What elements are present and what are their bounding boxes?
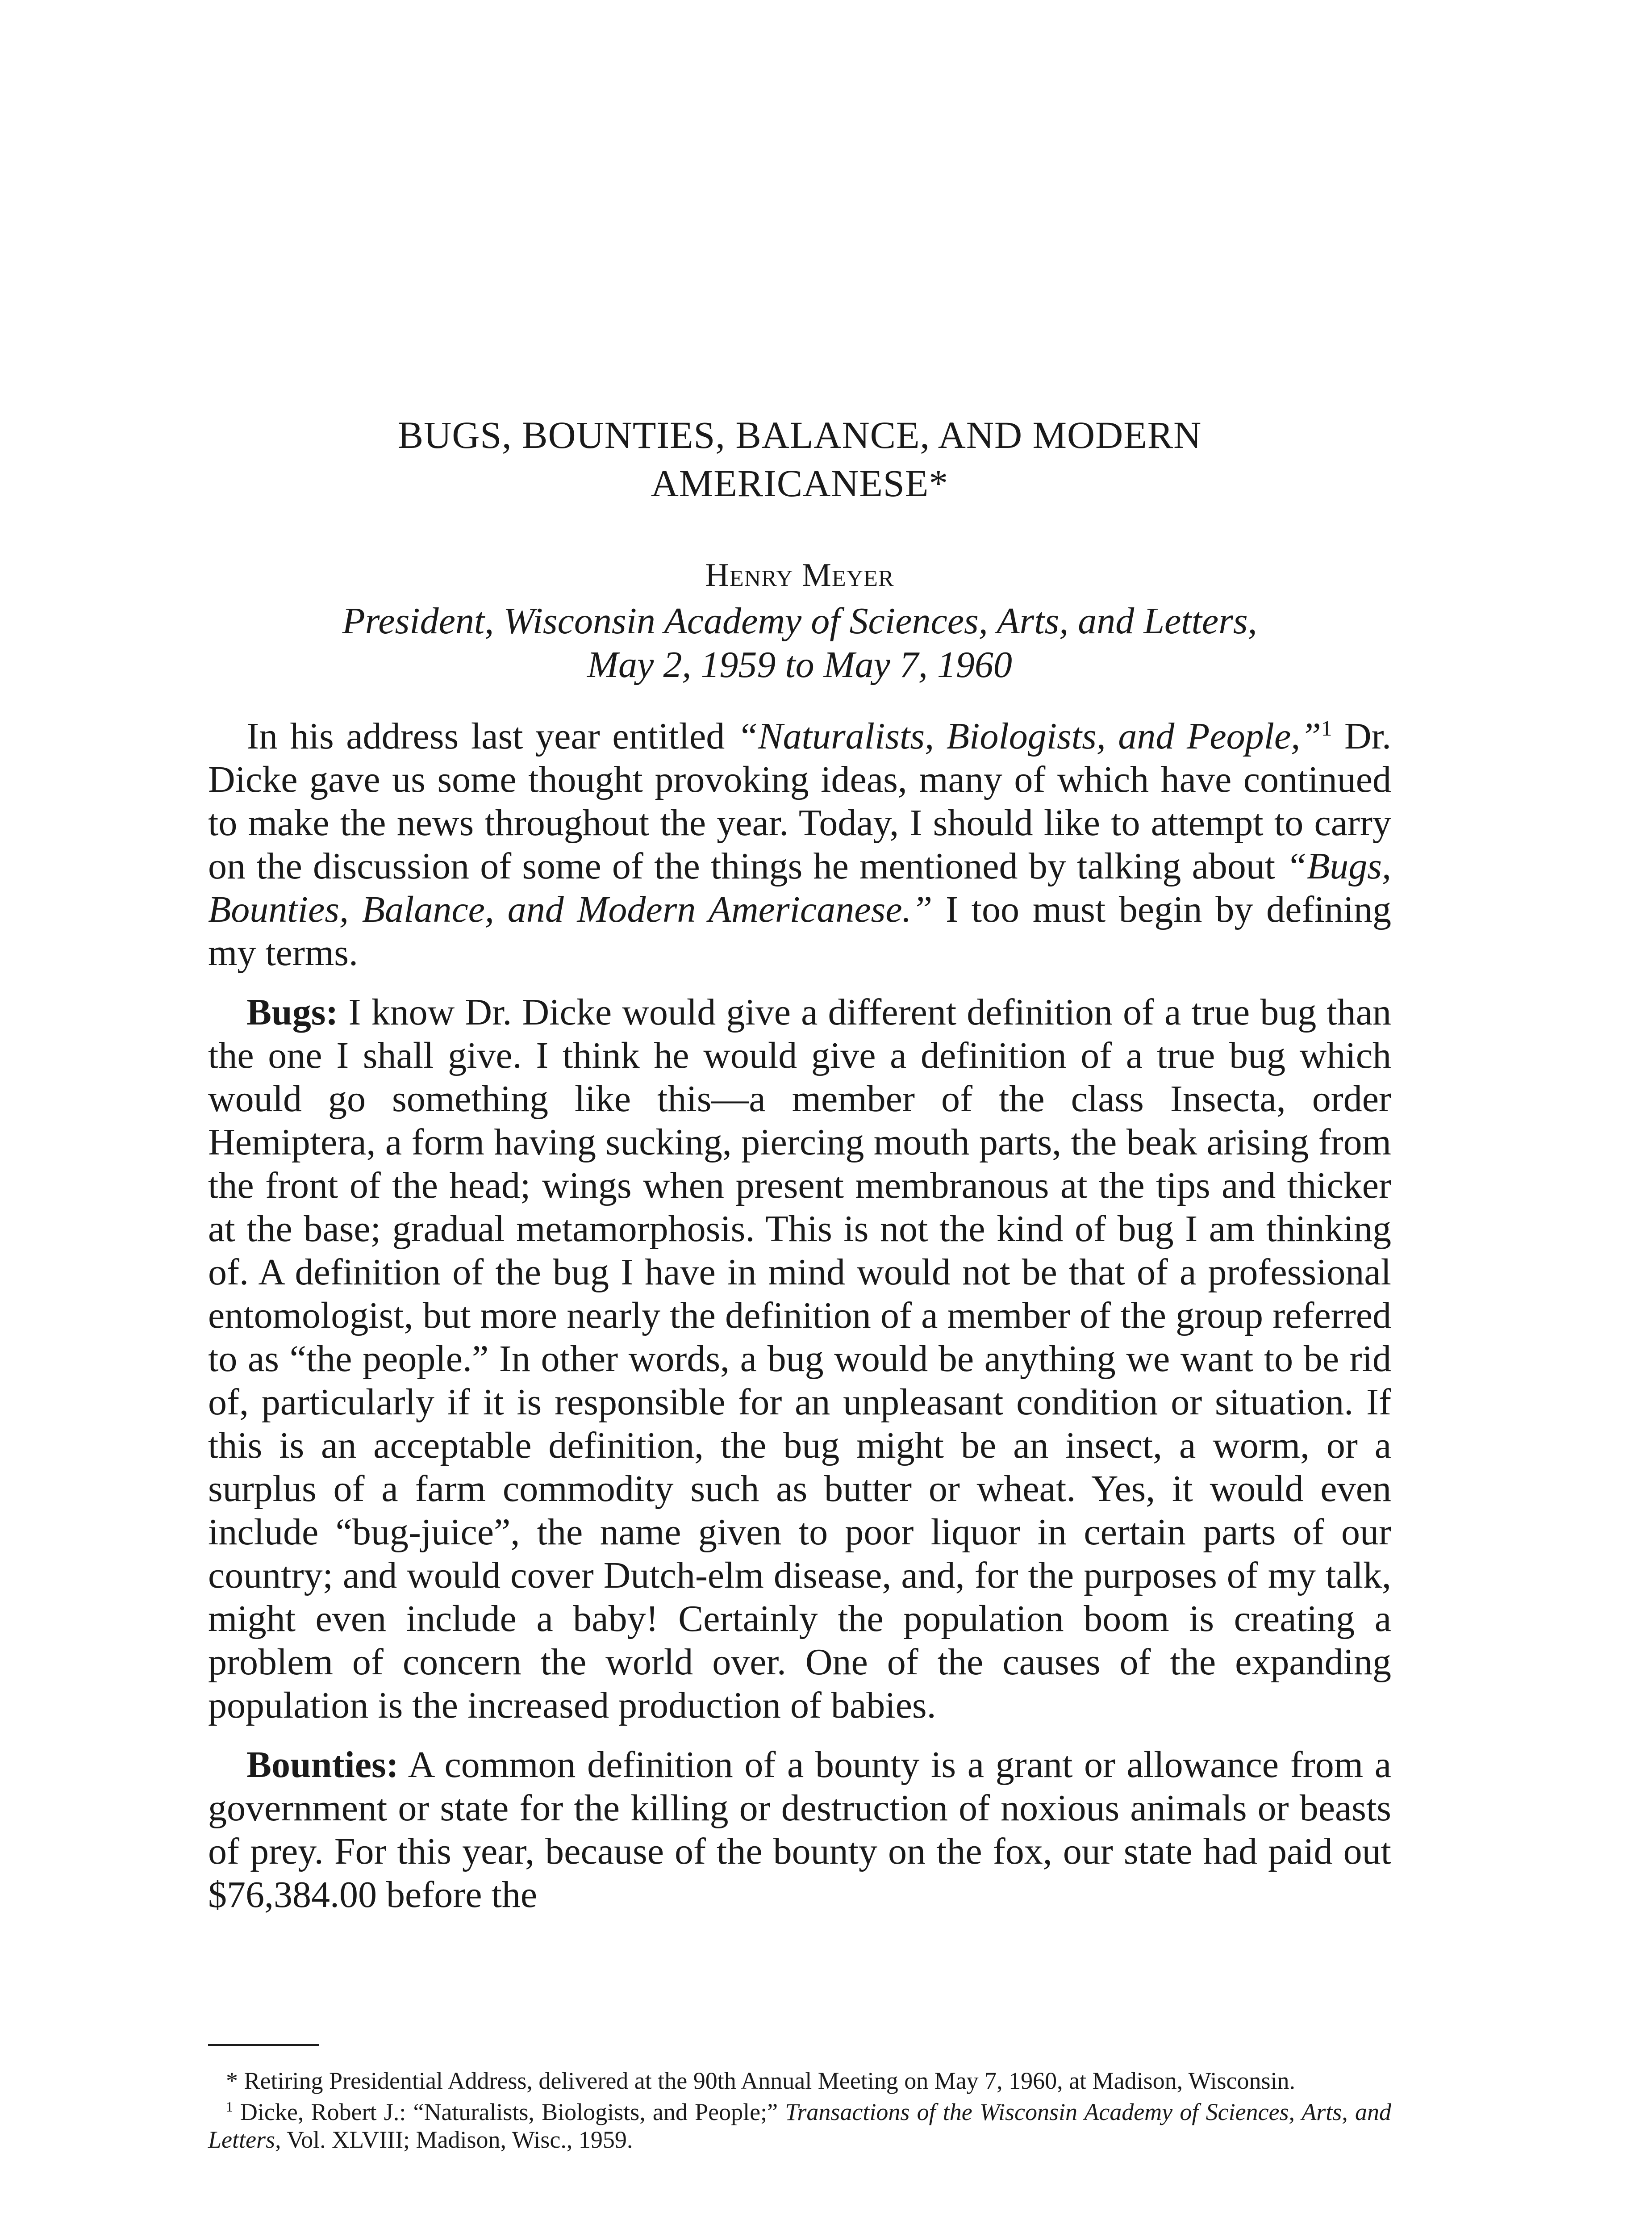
footnote-divider — [208, 2044, 319, 2046]
article-body — [208, 715, 1391, 1932]
bugs-paragraph — [208, 991, 1391, 1727]
term-bounties: Bounties: — [246, 1744, 399, 1786]
intro-text-3: I too must begin by defining my terms. — [208, 889, 1392, 974]
talk-title: “Bugs, Bounties, Balance, and Modern Americanese.” — [208, 845, 1391, 930]
bounties-paragraph — [208, 1743, 1391, 1916]
affiliation-line-2: May 2, 1959 to May 7, 1960 — [587, 644, 1012, 686]
affiliation-line-1: President, Wisconsin Academy of Sciences, Arts, and Letters, — [342, 600, 1257, 642]
term-bugs: Bugs: — [246, 991, 338, 1033]
footnote-1-mark: 1 — [226, 2099, 233, 2115]
author-name: Henry Meyer — [705, 557, 894, 594]
footnote-ref-1: 1 — [1321, 716, 1332, 740]
cited-address-title: “Naturalists, Biologists, and People,” — [737, 715, 1321, 757]
footnote-1-text: Dicke, Robert J.: “Naturalists, Biologists, and People;” — [233, 2099, 785, 2125]
footnotes — [208, 2067, 1391, 2157]
bugs-definition: I know Dr. Dicke would give a different definition of a true bug than the one I shall give. I think he would give a definition of a true bug which would go something like this—a member of the class Insecta, order Hemiptera, a form having sucking, piercing mouth parts, the beak arising from the front of the head; wings when present membranous at the tips and thicker at the base; gradual metamorphosis. This is not the kind of bug I am thinking of. A definition of the bug I have in mind would not be that of a professional entomologist, but more nearly the definition of a member of the group referred to as “the people.” In other words, a bug would be anything we want to be rid of, particularly if it is responsible for an unpleasant condition or situation. If this is an acceptable definition, the bug might be an insect, a worm, or a surplus of a farm commodity such as butter or wheat. Yes, it would even include “bug-juice”, the name given to poor liquor in certain parts of our country; and would cover Dutch-elm disease, and, for the purposes of my talk, might even include a baby! Certainly the population boom is creating a problem of concern the world over. One of the causes of the expanding population is the increased production of babies. — [208, 991, 1391, 1726]
footnote-1-volume: Vol. XLVIII; Madison, Wisc., 1959. — [281, 2126, 633, 2153]
intro-text-1: In his address last year entitled — [246, 715, 737, 757]
title-line-2: AMERICANESE* — [651, 462, 949, 505]
footnote-star: * Retiring Presidential Address, delivered at the 90th Annual Meeting on May 7, 1960, at Madison, Wisconsin. — [226, 2067, 1295, 2094]
title-line-1: BUGS, BOUNTIES, BALANCE, AND MODERN — [397, 414, 1202, 456]
author-affiliation — [208, 599, 1391, 687]
bounties-definition: A common definition of a bounty is a grant or allowance from a government or state for the killing or destruction of noxious animals or beasts of prey. For this year, because of the bounty on the fox, our state had paid out $76,384.00 before the — [208, 1744, 1391, 1915]
footnote-1 — [208, 2098, 1391, 2154]
footnote-1-journal: Transactions of the Wisconsin Academy of Sciences, Arts, and Letters, — [208, 2099, 1391, 2153]
article-title — [208, 411, 1391, 507]
intro-text-2: Dr. Dicke gave us some thought provoking ideas, many of which have continued to make the news throughout the year. Today, I should like to attempt to carry on the discussion of some of the things he mentioned by talking about — [208, 715, 1391, 887]
intro-paragraph — [208, 715, 1391, 974]
document-page — [208, 0, 1391, 2233]
